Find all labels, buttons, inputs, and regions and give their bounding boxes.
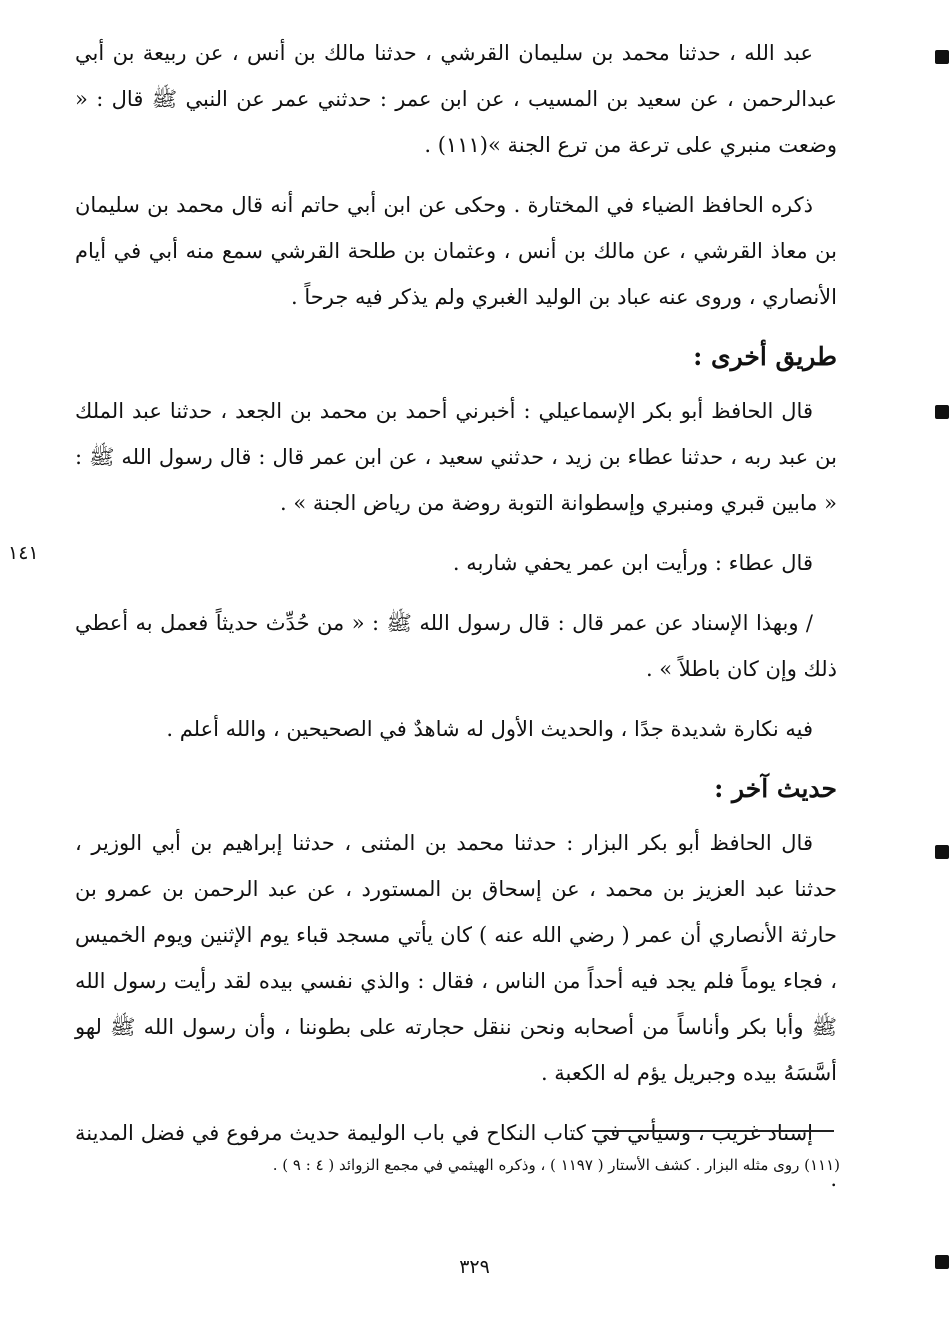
paragraph-7: قال الحافظ أبو بكر البزار : حدثنا محمد بن المثنى ، حدثنا إبراهيم بن أبي الوزير ، حدثنا عبد العزيز بن محمد ، عن إسحاق بن المستورد ، عن عبد الرحمن بن عمرو بن حارثة الأنصاري أن عمر ( رضي الله عنه ) كان يأتي مسجد قباء يوم الإثنين ويوم الخميس ، فجاء يوماً فلم يجد فيه أحداً من الناس ، فقال : والذي نفسي بيده لقد رأيت رسول الله ﷺ وأبا بكر وأناساً من أصحابه ونحن ننقل حجارته على بطوننا ، وأن رسول الله ﷺ لهو أسَّسَهُ بيده وجبريل يؤم له الكعبة . — [75, 831, 837, 1085]
page-number: ٣٢٩ — [459, 1256, 490, 1278]
paragraph-3: قال الحافظ أبو بكر الإسماعيلي : أخبرني أحمد بن محمد بن الجعد ، حدثنا عبد الملك بن عبد ربه ، حدثنا عطاء بن زيد ، حدثني سعيد ، عن ابن عمر قال : قال رسول الله ﷺ : « مابين قبري ومنبري وإسطوانة التوبة روضة من رياض الجنة » . — [75, 399, 837, 515]
paragraph-5: / وبهذا الإسناد عن عمر قال : قال رسول الله ﷺ : « من حُدِّث حديثاً فعمل به أعطي ذلك وإن كان باطلاً » . — [75, 611, 837, 681]
binding-mark-3 — [935, 845, 949, 859]
footnote: (١١١) روى مثله البزار . كشف الأستار ( ١١٩٧ ) ، وذكره الهيثمي في مجمع الزوائد ( ٤ : ٩ ) . — [272, 1156, 840, 1174]
binding-mark-4 — [935, 1255, 949, 1269]
main-text — [75, 30, 837, 1216]
binding-mark-2 — [935, 405, 949, 419]
section-heading-another-hadith: حديث آخر : — [714, 774, 837, 803]
paragraph-1: عبد الله ، حدثنا محمد بن سليمان القرشي ، حدثنا مالك بن أنس ، عن ربيعة بن أبي عبدالرحمن ، عن سعيد بن المسيب ، عن ابن عمر : حدثني عمر عن النبي ﷺ قال : « وضعت منبري على ترعة من ترع الجنة »(١١١) . — [75, 41, 837, 157]
paragraph-4: قال عطاء : ورأيت ابن عمر يحفي شاربه . — [452, 551, 813, 575]
paragraph-2: ذكره الحافظ الضياء في المختارة . وحكى عن ابن أبي حاتم أنه قال محمد بن سليمان بن معاذ القرشي ، عن مالك بن أنس ، وعثمان بن طلحة القرشي سمع منه أبي في أيام الأنصاري ، وروى عنه عباد بن الوليد الغبري ولم يذكر فيه جرحاً . — [75, 193, 837, 309]
section-heading-another-route: طريق أخرى : — [693, 342, 837, 371]
paragraph-6: فيه نكارة شديدة جدًا ، والحديث الأول له شاهدٌ في الصحيحين ، والله أعلم . — [166, 717, 813, 741]
paragraph-8: إسناد غريب ، وسيأتي في كتاب النكاح في باب الوليمة حديث مرفوع في فضل المدينة . — [75, 1121, 837, 1191]
footnote-divider — [592, 1130, 834, 1132]
margin-folio-number: ١٤١ — [8, 542, 39, 564]
binding-mark-1 — [935, 50, 949, 64]
